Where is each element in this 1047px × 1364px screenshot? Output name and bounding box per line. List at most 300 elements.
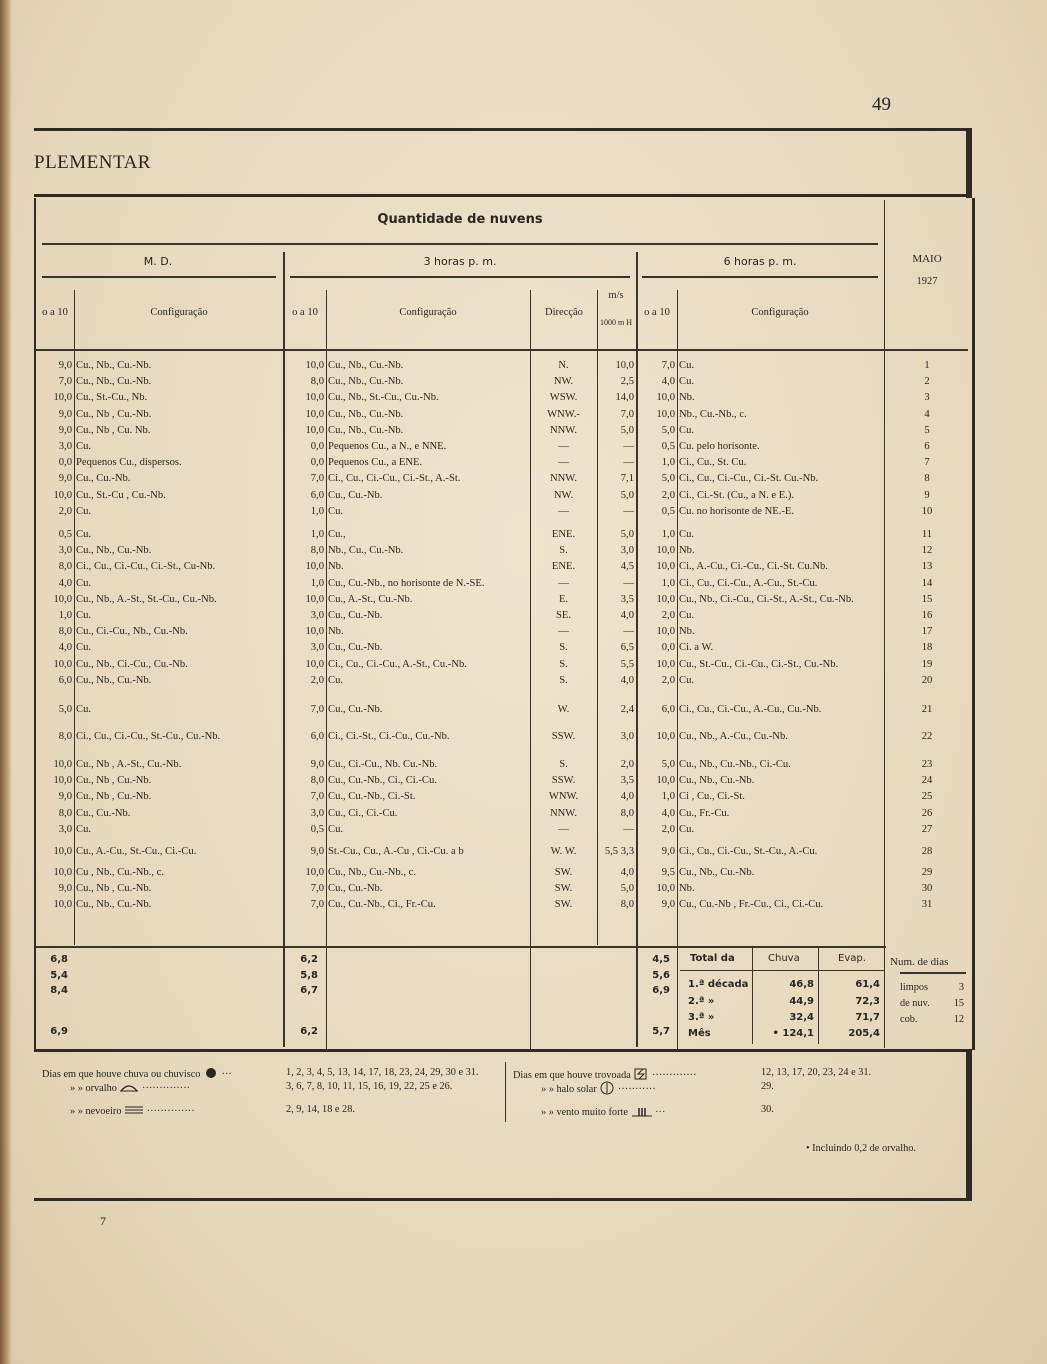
md-value: 10,0 [53, 775, 72, 787]
table-row [35, 543, 970, 559]
h3-value: 10,0 [305, 593, 324, 605]
h6-value: 10,0 [656, 408, 675, 420]
h3-speed: — [623, 823, 634, 835]
h3-speed: 2,4 [620, 704, 634, 716]
h3-value: 10,0 [305, 360, 324, 371]
h6-value: 9,0 [661, 846, 675, 858]
days-rule [900, 972, 966, 974]
day-number: 30 [921, 883, 933, 895]
h3-value: 0,0 [310, 457, 324, 469]
wind-days: 30. [761, 1104, 774, 1115]
h3-config: Cu., Cu.-Nb., Ci., Fr.-Cu. [328, 899, 436, 911]
row-gap [35, 520, 970, 527]
h6-config: Ci., Cu., Ci.-Cu., A.-Cu., Cu.-Nb. [679, 704, 822, 716]
table-row [35, 897, 970, 913]
h3-speed: — [623, 505, 634, 517]
day-number: 26 [921, 807, 933, 819]
table-row [35, 592, 970, 608]
day-number: 20 [921, 674, 933, 686]
days-label: limpos [900, 982, 929, 993]
summary-value: 6,9 [652, 985, 670, 996]
md-config: Cu., Ci.-Cu., Nb., Cu.-Nb. [76, 626, 188, 638]
h3-speed: 6,5 [620, 642, 634, 654]
header-3h: 3 horas p. m. [423, 255, 497, 268]
day-number: 27 [921, 823, 933, 835]
header-bottom-rule [36, 349, 968, 351]
md-value: 0,0 [58, 457, 72, 469]
h3-value: 9,0 [310, 846, 324, 858]
h3-direction: SW. [554, 883, 573, 895]
h6-value: 5,0 [661, 473, 675, 485]
days-label: de nuv. [900, 998, 930, 1009]
decade-label: Mês [688, 1028, 711, 1039]
table-row [35, 374, 970, 390]
evap-label: Evap. [838, 953, 866, 964]
md-value: 2,0 [58, 505, 72, 517]
md-value: 5,0 [58, 704, 72, 716]
footnote: • Incluindo 0,2 de orvalho. [806, 1143, 916, 1154]
fog-days: 2, 9, 14, 18 e 28. [286, 1104, 355, 1115]
totals-col [752, 948, 753, 1044]
h6-value: 2,0 [661, 489, 675, 501]
day-number: 15 [921, 593, 933, 605]
h6-config: Ci. a W. [679, 642, 714, 654]
h3-config: Cu., Cu.-Nb. [328, 610, 383, 622]
day-number: 31 [921, 899, 933, 911]
md-config: Cu., Nb., A.-St., St.-Cu., Cu.-Nb. [76, 593, 217, 605]
h3-config: St.-Cu., Cu., A.-Cu , Ci.-Cu. a b [328, 846, 464, 858]
day-number: 17 [921, 626, 933, 638]
page-number: 49 [872, 94, 891, 115]
h3-value: 2,0 [310, 674, 324, 686]
h6-value: 10,0 [656, 775, 675, 787]
decade-label: 3.ª » [688, 1012, 715, 1023]
h6-config: Cu., Nb., Cu.-Nb. [679, 867, 755, 879]
summary-value: 5,4 [50, 970, 68, 981]
summary-value: 6,7 [300, 985, 318, 996]
summary-value: 6,9 [50, 1026, 68, 1037]
h3-direction: SSW. [551, 731, 576, 743]
footer-divider [505, 1062, 506, 1122]
h6-config: Cu. [679, 424, 695, 436]
day-number: 11 [921, 529, 933, 541]
md-config: Cu., A.-Cu., St.-Cu., Ci.-Cu. [76, 846, 197, 858]
halo-label: » » halo solar [541, 1083, 597, 1095]
md-value: 9,0 [58, 473, 72, 485]
md-config: Cu., Nb., Cu.-Nb. [76, 545, 152, 557]
summary-value: 8,4 [50, 985, 68, 996]
row-gap [35, 689, 970, 696]
h3-speed: 5,5 3,3 [604, 846, 634, 858]
table-row [35, 723, 970, 750]
md-config: Cu. [76, 823, 92, 835]
h3-speed: 5,0 [620, 489, 634, 501]
table-row [35, 881, 970, 897]
md-config: Cu., Nb , A.-St., Cu.-Nb. [76, 759, 182, 771]
rain-icon [203, 1067, 219, 1082]
h3-config: Cu., Cu.-Nb. [328, 883, 383, 895]
day-number: 1 [924, 360, 930, 371]
h6-value: 10,0 [656, 658, 675, 670]
halo-icon [599, 1081, 615, 1098]
md-value: 9,0 [58, 408, 72, 420]
md-value: 3,0 [58, 441, 72, 453]
h3-direction: — [558, 441, 569, 453]
table-row [35, 757, 970, 773]
md-value: 1,0 [58, 610, 72, 622]
h3-speed: 5,5 [620, 658, 634, 670]
summary-value: 6,8 [50, 954, 68, 965]
decade-evap: 72,3 [855, 996, 880, 1007]
h3-direction: NNW. [550, 473, 577, 485]
h6-value: 1,0 [661, 529, 675, 541]
days-label: cob. [900, 1014, 918, 1025]
h3-direction: S. [559, 658, 568, 670]
md-value: 0,5 [58, 529, 72, 541]
h3-value: 8,0 [310, 376, 324, 388]
md-value: 7,0 [58, 376, 72, 388]
header-rule [34, 194, 972, 197]
days-value: 12 [953, 1014, 964, 1025]
scale-3h: o a 10 [292, 307, 318, 318]
decade-label: 2.ª » [688, 996, 715, 1007]
h3-config: Ci., Cu., Ci.-Cu., Ci.-St., A.-St. [328, 473, 461, 485]
table-row [35, 423, 970, 439]
h3-config: Ci., Ci.-St., Ci.-Cu., Cu.-Nb. [328, 731, 450, 743]
h3-direction: — [558, 505, 569, 517]
h3-value: 1,0 [310, 577, 324, 589]
h3-value: 6,0 [310, 731, 324, 743]
h6-config: Cu., Nb., Cu.-Nb., Ci.-Cu. [679, 759, 791, 771]
table-row [35, 439, 970, 455]
day-number: 9 [924, 489, 930, 501]
md-config: Cu., Nb , Cu.-Nb. [76, 408, 152, 420]
summary-bottom-rule [34, 1049, 972, 1052]
table-row [35, 576, 970, 592]
h6-value: 4,0 [661, 376, 675, 388]
md-value: 9,0 [58, 360, 72, 371]
md-config: Cu. [76, 505, 92, 517]
decade-evap: 61,4 [855, 979, 880, 990]
day-number: 5 [924, 424, 930, 436]
table-row [35, 657, 970, 673]
h3-speed: 3,0 [620, 545, 634, 557]
h3-speed: 3,5 [620, 775, 634, 787]
day-number: 2 [924, 376, 930, 388]
h3-speed: 4,5 [620, 561, 634, 573]
h3-config: Cu. [328, 823, 344, 835]
md-value: 3,0 [58, 823, 72, 835]
halo-days: 29. [761, 1081, 774, 1092]
h3-direction: WNW. [548, 791, 579, 803]
rain-days: 1, 2, 3, 4, 5, 13, 14, 17, 18, 23, 24, 29, 30 e 31. [286, 1067, 479, 1078]
md-config: Ci., Cu., Ci.-Cu., St.-Cu., Cu.-Nb. [76, 731, 221, 743]
h6-config: Cu. [679, 610, 695, 622]
md-value: 10,0 [53, 593, 72, 605]
h3-config: Cu. [328, 674, 344, 686]
h3-config: Cu., Cu.-Nb. [328, 489, 383, 501]
h3-config: Cu., Cu.-Nb. [328, 642, 383, 654]
md-value: 4,0 [58, 642, 72, 654]
h3-config: Cu., Cu.-Nb. [328, 704, 383, 716]
md-config: Cu. [76, 529, 92, 541]
page-title: PLEMENTAR [34, 152, 151, 173]
rule-3h [290, 276, 630, 278]
h3-value: 3,0 [310, 807, 324, 819]
h3-direction: NNW. [550, 807, 577, 819]
h6-value: 2,0 [661, 823, 675, 835]
bottom-rule [34, 1198, 972, 1201]
h3-config: Cu., Nb., Cu.-Nb. [328, 424, 404, 436]
table-row [35, 838, 970, 865]
h6-config: Cu. [679, 376, 695, 388]
h3-direction: NW. [553, 489, 574, 501]
h3-direction: SSW. [551, 775, 576, 787]
summary-value: 4,5 [652, 954, 670, 965]
thunder-legend: Dias em que houve trovoada ············· 12, 13, 17, 20, 23, 24 e 31. [513, 1067, 697, 1084]
md-config: Cu., Nb., Cu.-Nb. [76, 899, 152, 911]
day-number: 14 [921, 577, 933, 589]
md-value: 8,0 [58, 731, 72, 743]
summary-value: 6,2 [300, 1026, 318, 1037]
md-config: Cu. [76, 577, 92, 589]
decade-evap: 71,7 [855, 1012, 880, 1023]
header-month: MAIO [912, 253, 942, 265]
h3-value: 10,0 [305, 626, 324, 638]
md-value: 8,0 [58, 807, 72, 819]
h3-direction: W. [557, 704, 570, 716]
h6-value: 0,5 [661, 505, 675, 517]
h6-value: 1,0 [661, 457, 675, 469]
rain-label: Chuva [768, 953, 800, 964]
h6-config: Ci., Cu., St. Cu. [679, 457, 747, 469]
h3-direction: SW. [554, 899, 573, 911]
table-row [35, 471, 970, 487]
h3-config: Cu., [328, 529, 346, 541]
md-config: Cu. [76, 610, 92, 622]
day-number: 13 [921, 561, 933, 573]
config-md: Configuração [150, 307, 208, 318]
speed-bottom: 1000 m H [600, 318, 632, 327]
table-row [35, 773, 970, 789]
header-md: M. D. [143, 255, 173, 268]
table-row [35, 455, 970, 471]
h6-value: 10,0 [656, 593, 675, 605]
h3-speed: 2,0 [620, 759, 634, 771]
h3-config: Cu., Cu.-Nb., no horisonte de N.-SE. [328, 577, 485, 589]
h3-config: Ci., Cu., Ci.-Cu., A.-St., Cu.-Nb. [328, 658, 467, 670]
h6-value: 2,0 [661, 610, 675, 622]
md-config: Cu., Nb., Cu.-Nb. [76, 376, 152, 388]
h3-direction: E. [558, 593, 569, 605]
config-3h: Configuração [399, 307, 457, 318]
wind-label: » » vento muito forte [541, 1106, 628, 1118]
h6-config: Cu., St.-Cu., Ci.-Cu., Ci.-St., Cu.-Nb. [679, 658, 839, 670]
h3-speed: 3,0 [620, 731, 634, 743]
top-rule [34, 128, 972, 131]
table-row [35, 390, 970, 406]
h3-value: 3,0 [310, 610, 324, 622]
decade-rain: 46,8 [789, 979, 814, 990]
h3-direction: — [558, 626, 569, 638]
h3-value: 9,0 [310, 759, 324, 771]
h3-speed: 3,5 [620, 593, 634, 605]
dew-days: 3, 6, 7, 8, 10, 11, 15, 16, 19, 22, 25 e 26. [286, 1081, 453, 1092]
md-value: 9,0 [58, 424, 72, 436]
md-config: Cu., Nb , Cu.-Nb. [76, 791, 152, 803]
h6-value: 4,0 [661, 807, 675, 819]
table-row [35, 822, 970, 838]
h6-value: 10,0 [656, 731, 675, 743]
h3-config: Cu., Ci.-Cu., Nb. Cu.-Nb. [328, 759, 438, 771]
h6-value: 1,0 [661, 577, 675, 589]
h6-config: Nb. [679, 392, 695, 404]
wind-legend: » » vento muito forte ··· 30. [541, 1104, 665, 1121]
h3-value: 1,0 [310, 529, 324, 541]
md-config: Cu., Nb , Cu. Nb. [76, 424, 151, 436]
md-value: 10,0 [53, 392, 72, 404]
h3-value: 8,0 [310, 775, 324, 787]
fog-label: » » nevoeiro [70, 1105, 122, 1117]
days-value: 3 [958, 982, 964, 993]
h3-value: 7,0 [310, 791, 324, 803]
h6-config: Cu., Nb., A.-Cu., Cu.-Nb. [679, 731, 788, 743]
h3-speed: 14,0 [615, 392, 634, 404]
summary-value: 5,7 [652, 1026, 670, 1037]
rain-legend: Dias em que houve chuva ou chuvisco ··· 1, 2, 3, 4, 5, 13, 14, 17, 18, 23, 24, 29, 30 e 31. [42, 1067, 232, 1082]
h3-config: Nb., Cu., Cu.-Nb. [328, 545, 404, 557]
fog-icon [124, 1104, 144, 1119]
h6-config: Ci., Cu., Ci.-Cu., A.-Cu., St.-Cu. [679, 577, 818, 589]
h3-value: 7,0 [310, 704, 324, 716]
md-value: 10,0 [53, 899, 72, 911]
h3-speed: 5,0 [620, 424, 634, 436]
table-row [35, 789, 970, 805]
h3-direction: S. [559, 545, 568, 557]
h3-value: 0,0 [310, 441, 324, 453]
h3-config: Nb. [328, 561, 344, 573]
h3-direction: W. W. [550, 846, 577, 858]
rule-6h [642, 276, 878, 278]
h3-speed: 10,0 [615, 360, 634, 371]
h3-direction: WSW. [549, 392, 578, 404]
h3-direction: S. [559, 759, 568, 771]
header-6h: 6 horas p. m. [723, 255, 797, 268]
h3-value: 10,0 [305, 392, 324, 404]
h3-speed: — [623, 441, 634, 453]
h3-config: Cu., Ci., Ci.-Cu. [328, 807, 398, 819]
h6-config: Ci., A.-Cu., Ci.-Cu., Ci.-St. Cu.Nb. [679, 561, 828, 573]
h6-config: Cu. [679, 360, 695, 371]
md-config: Cu., Nb , Cu.-Nb. [76, 883, 152, 895]
md-config: Cu., Nb , Cu.-Nb. [76, 775, 152, 787]
md-value: 8,0 [58, 626, 72, 638]
h3-config: Cu., Nb., Cu.-Nb., c. [328, 867, 416, 879]
h3-value: 10,0 [305, 561, 324, 573]
h6-value: 0,5 [661, 441, 675, 453]
h6-value: 10,0 [656, 883, 675, 895]
decade-evap: 205,4 [848, 1028, 880, 1039]
h6-config: Ci., Cu., Ci.-Cu., Ci.-St. Cu.-Nb. [679, 473, 819, 485]
md-config: Cu., Nb., Ci.-Cu., Cu.-Nb. [76, 658, 188, 670]
h3-config: Nb. [328, 626, 344, 638]
totals-rule [680, 970, 884, 971]
day-number: 6 [924, 441, 930, 453]
day-number: 28 [921, 846, 933, 858]
h6-config: Cu., Cu.-Nb , Fr.-Cu., Ci., Ci.-Cu. [679, 899, 824, 911]
md-value: 10,0 [53, 759, 72, 771]
thunder-label: Dias em que houve trovoada [513, 1069, 631, 1081]
h6-value: 10,0 [656, 626, 675, 638]
row-gap [35, 750, 970, 757]
dew-legend: » » orvalho ·············· 3, 6, 7, 8, 10, 11, 15, 16, 19, 22, 25 e 26. [70, 1081, 190, 1096]
md-config: Cu. [76, 441, 92, 453]
h6-value: 10,0 [656, 561, 675, 573]
day-number: 24 [921, 775, 933, 787]
h3-direction: NW. [553, 376, 574, 388]
h3-value: 6,0 [310, 489, 324, 501]
md-config: Cu., Cu.-Nb. [76, 473, 131, 485]
dew-icon [119, 1081, 139, 1096]
h3-speed: 7,1 [620, 473, 634, 485]
table-row [35, 358, 970, 374]
days-value: 15 [953, 998, 964, 1009]
total-label: Total da [690, 953, 735, 964]
day-number: 21 [921, 704, 933, 716]
table-row [35, 527, 970, 543]
decade-rain: 32,4 [789, 1012, 814, 1023]
day-number: 4 [924, 408, 930, 420]
h6-value: 7,0 [661, 360, 675, 371]
h6-value: 1,0 [661, 791, 675, 803]
h6-config: Cu., Fr.-Cu. [679, 807, 730, 819]
table-row [35, 624, 970, 640]
h3-value: 3,0 [310, 642, 324, 654]
day-number: 3 [924, 392, 930, 404]
md-config: Cu., Cu.-Nb. [76, 807, 131, 819]
h6-value: 2,0 [661, 674, 675, 686]
table-row [35, 640, 970, 656]
h3-direction: N. [558, 360, 569, 371]
h3-direction: NNW. [550, 424, 577, 436]
h3-speed: 4,0 [620, 610, 634, 622]
md-value: 10,0 [53, 489, 72, 501]
table-row [35, 559, 970, 575]
h3-speed: — [623, 626, 634, 638]
h3-value: 7,0 [310, 473, 324, 485]
h3-speed: 4,0 [620, 674, 634, 686]
h6-value: 10,0 [656, 392, 675, 404]
h6-config: Cu., Nb., Ci.-Cu., Ci.-St., A.-St., Cu.-Nb. [679, 593, 854, 605]
h3-speed: 8,0 [620, 899, 634, 911]
h3-direction: S. [559, 642, 568, 654]
h3-direction: SW. [554, 867, 573, 879]
day-number: 16 [921, 610, 933, 622]
day-number: 7 [924, 457, 930, 469]
scale-md: o a 10 [42, 307, 68, 318]
h6-value: 9,0 [661, 899, 675, 911]
h3-direction: S. [559, 674, 568, 686]
h3-speed: 4,0 [620, 867, 634, 879]
md-value: 3,0 [58, 545, 72, 557]
day-number: 10 [921, 505, 933, 517]
h3-direction: ENE. [551, 529, 576, 541]
h6-value: 5,0 [661, 759, 675, 771]
h3-value: 10,0 [305, 408, 324, 420]
h6-config: Cu. no horisonte de NE.-E. [679, 505, 795, 517]
header-year: 1927 [916, 276, 938, 287]
halo-legend: » » halo solar ··········· 29. [541, 1081, 656, 1098]
